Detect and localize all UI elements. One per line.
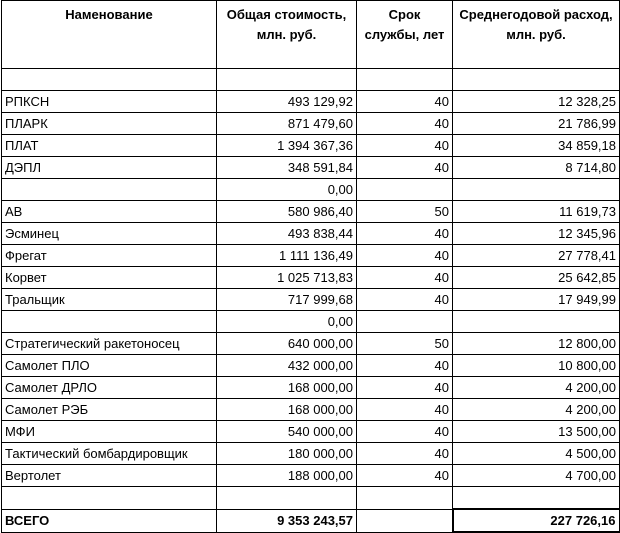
cell-annual-expense[interactable] <box>453 311 620 333</box>
cell-name[interactable] <box>2 487 217 510</box>
table-row <box>2 465 620 487</box>
cell-total-cost[interactable]: 0,00 <box>217 179 357 201</box>
table-row <box>2 91 620 113</box>
cell-total-cost[interactable]: 432 000,00 <box>217 355 357 377</box>
cell-name[interactable]: Тральщик <box>2 289 217 311</box>
cell-name[interactable]: Самолет РЭБ <box>2 399 217 421</box>
table-row <box>2 289 620 311</box>
table-row <box>2 135 620 157</box>
cell-name[interactable]: Корвет <box>2 267 217 289</box>
cell-annual-expense[interactable]: 8 714,80 <box>453 157 620 179</box>
total-annual[interactable]: 227 726,16 <box>453 509 620 532</box>
cell-total-cost[interactable] <box>217 69 357 91</box>
table-row <box>2 157 620 179</box>
cell-annual-expense[interactable]: 12 328,25 <box>453 91 620 113</box>
header-total-cost[interactable]: Общая стоимость, млн. руб. <box>217 1 357 69</box>
cell-name[interactable]: ПЛАТ <box>2 135 217 157</box>
cell-service-life[interactable]: 50 <box>357 333 453 355</box>
header-row <box>2 1 620 69</box>
cell-service-life[interactable]: 40 <box>357 465 453 487</box>
cell-annual-expense[interactable]: 4 700,00 <box>453 465 620 487</box>
cell-annual-expense[interactable]: 21 786,99 <box>453 113 620 135</box>
cell-total-cost[interactable]: 1 111 136,49 <box>217 245 357 267</box>
table-row <box>2 245 620 267</box>
cell-annual-expense[interactable]: 12 800,00 <box>453 333 620 355</box>
cell-service-life[interactable] <box>357 311 453 333</box>
cell-annual-expense[interactable]: 17 949,99 <box>453 289 620 311</box>
cell-total-cost[interactable]: 871 479,60 <box>217 113 357 135</box>
table-row <box>2 113 620 135</box>
cell-service-life[interactable]: 40 <box>357 377 453 399</box>
cell-service-life[interactable]: 40 <box>357 421 453 443</box>
cell-service-life[interactable]: 40 <box>357 113 453 135</box>
cell-name[interactable]: ДЭПЛ <box>2 157 217 179</box>
cell-total-cost[interactable]: 540 000,00 <box>217 421 357 443</box>
cell-total-cost[interactable]: 168 000,00 <box>217 377 357 399</box>
cell-name[interactable] <box>2 311 217 333</box>
cell-service-life[interactable]: 40 <box>357 399 453 421</box>
cell-total-cost[interactable]: 580 986,40 <box>217 201 357 223</box>
cell-annual-expense[interactable]: 27 778,41 <box>453 245 620 267</box>
total-life[interactable] <box>357 509 453 532</box>
table-row <box>2 223 620 245</box>
cost-table <box>1 0 620 533</box>
cell-name[interactable]: РПКСН <box>2 91 217 113</box>
cell-name[interactable]: Самолет ПЛО <box>2 355 217 377</box>
cell-name[interactable]: ПЛАРК <box>2 113 217 135</box>
cell-service-life[interactable]: 50 <box>357 201 453 223</box>
cell-name[interactable] <box>2 179 217 201</box>
cell-name[interactable]: Фрегат <box>2 245 217 267</box>
cell-annual-expense[interactable]: 4 200,00 <box>453 377 620 399</box>
table-row <box>2 69 620 91</box>
cell-annual-expense[interactable]: 34 859,18 <box>453 135 620 157</box>
table-row <box>2 311 620 333</box>
total-cost[interactable]: 9 353 243,57 <box>217 509 357 532</box>
cell-total-cost[interactable]: 493 838,44 <box>217 223 357 245</box>
cell-name[interactable]: Эсминец <box>2 223 217 245</box>
cell-total-cost[interactable]: 717 999,68 <box>217 289 357 311</box>
cell-total-cost[interactable] <box>217 487 357 510</box>
cell-service-life[interactable]: 40 <box>357 157 453 179</box>
table-body <box>2 69 620 510</box>
cell-name[interactable]: Самолет ДРЛО <box>2 377 217 399</box>
cell-total-cost[interactable]: 1 025 713,83 <box>217 267 357 289</box>
table-row <box>2 355 620 377</box>
cell-total-cost[interactable]: 0,00 <box>217 311 357 333</box>
cell-service-life[interactable]: 40 <box>357 289 453 311</box>
cell-service-life[interactable]: 40 <box>357 223 453 245</box>
cell-annual-expense[interactable]: 11 619,73 <box>453 201 620 223</box>
table-row <box>2 421 620 443</box>
cell-name[interactable]: Вертолет <box>2 465 217 487</box>
cell-total-cost[interactable]: 348 591,84 <box>217 157 357 179</box>
cell-total-cost[interactable]: 493 129,92 <box>217 91 357 113</box>
cell-service-life[interactable]: 40 <box>357 267 453 289</box>
cell-service-life[interactable]: 40 <box>357 245 453 267</box>
table-row <box>2 399 620 421</box>
cell-name[interactable]: МФИ <box>2 421 217 443</box>
header-service-life[interactable]: Срок службы, лет <box>357 1 453 69</box>
cell-service-life[interactable]: 40 <box>357 355 453 377</box>
table-row <box>2 487 620 510</box>
cell-service-life[interactable] <box>357 69 453 91</box>
cell-total-cost[interactable]: 168 000,00 <box>217 399 357 421</box>
cell-total-cost[interactable]: 180 000,00 <box>217 443 357 465</box>
table-row <box>2 443 620 465</box>
cell-annual-expense[interactable] <box>453 69 620 91</box>
cell-name[interactable]: Тактический бомбардировщик <box>2 443 217 465</box>
header-name[interactable]: Наменование <box>2 1 217 69</box>
cell-service-life[interactable]: 40 <box>357 443 453 465</box>
table-row <box>2 267 620 289</box>
cell-name[interactable] <box>2 69 217 91</box>
cell-name[interactable]: АВ <box>2 201 217 223</box>
cell-name[interactable]: Стратегический ракетоносец <box>2 333 217 355</box>
cell-annual-expense[interactable]: 25 642,85 <box>453 267 620 289</box>
total-label[interactable]: ВСЕГО <box>2 509 217 532</box>
cell-annual-expense[interactable]: 10 800,00 <box>453 355 620 377</box>
table-row <box>2 377 620 399</box>
cell-total-cost[interactable]: 1 394 367,36 <box>217 135 357 157</box>
total-row <box>2 509 620 532</box>
cell-total-cost[interactable]: 188 000,00 <box>217 465 357 487</box>
cell-service-life[interactable] <box>357 487 453 510</box>
cell-annual-expense[interactable]: 12 345,96 <box>453 223 620 245</box>
cell-annual-expense[interactable]: 4 500,00 <box>453 443 620 465</box>
cell-service-life[interactable] <box>357 179 453 201</box>
table-row <box>2 333 620 355</box>
cell-service-life[interactable]: 40 <box>357 135 453 157</box>
table-row <box>2 179 620 201</box>
cell-annual-expense[interactable]: 13 500,00 <box>453 421 620 443</box>
cell-total-cost[interactable]: 640 000,00 <box>217 333 357 355</box>
cell-annual-expense[interactable] <box>453 487 620 510</box>
cell-service-life[interactable]: 40 <box>357 91 453 113</box>
cell-annual-expense[interactable] <box>453 179 620 201</box>
header-annual-expense[interactable]: Среднегодовой расход, млн. руб. <box>453 1 620 69</box>
table-row <box>2 201 620 223</box>
cell-annual-expense[interactable]: 4 200,00 <box>453 399 620 421</box>
